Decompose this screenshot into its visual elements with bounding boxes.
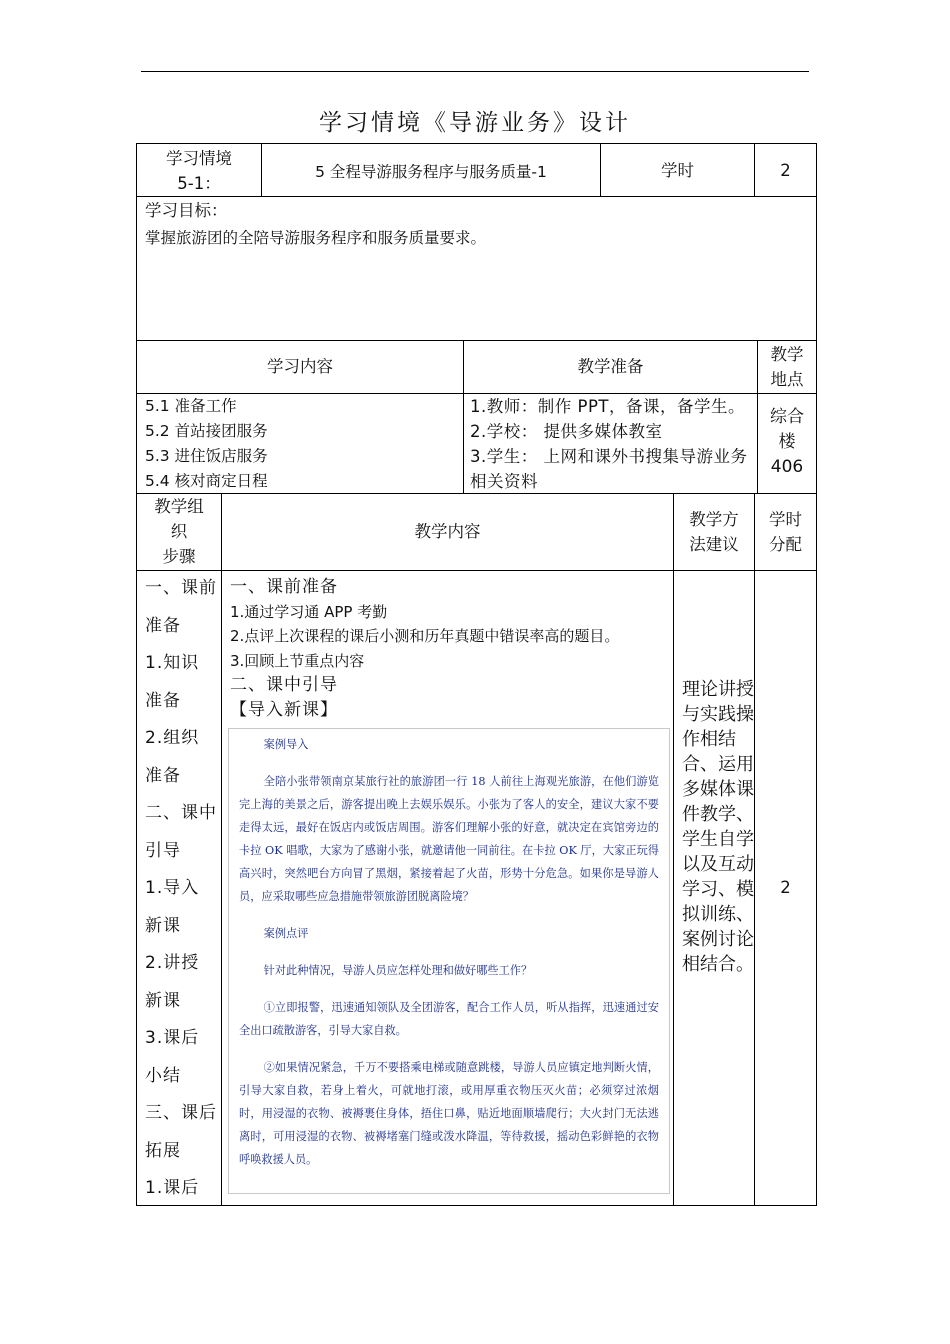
step-item: 引导 [145,840,181,861]
hours-label: 学时 [661,161,694,180]
section-heading: 【导入新课】 [230,699,338,720]
section-heading: 一、课前准备 [230,577,338,597]
location-value: 综合 楼 406 [770,407,804,477]
list-item: 5.4 核对商定日程 [145,472,268,490]
hours-alloc-header: 学时 分配 [769,510,802,554]
situation-label: 学习情境 5-1： [166,149,232,193]
step-item: 二、课中 [145,803,217,823]
grid-line [136,1205,817,1206]
prep-header: 教学准备 [577,357,644,376]
topic-title: 5 全程导游服务程序与服务质量-1 [315,163,547,181]
prep-list [470,394,755,494]
list-item: 5.3 进住饭店服务 [145,447,268,465]
steps-list [145,570,217,1208]
case-point-2: ②如果情况紧急，千万不要搭乘电梯或随意跳楼，导游人员应镇定地判断火情，引导大家自救，若身上着火，可就地打滚，或用厚重衣物压灭火苗；必须穿过浓烟时，用浸湿的衣物、被褥裹住身体，捂住口鼻，贴近地面顺墙爬行；大火封门无法逃离时，可用浸湿的衣物、被褥堵塞门缝或泼水降温，等待救援，摇动色彩鲜艳的衣物呼唤救援人员。 [239,1061,659,1166]
step-item: 1.知识 [145,653,200,673]
method-text: 理论讲授与实践操作相结合、运用多媒体课件教学、学生自学以及互动学习、模拟训练、案例讨论相结合。 [682,679,754,975]
step-item: 拓展 [145,1140,181,1161]
grid-line [754,493,755,1205]
case-question: 针对此种情况，导游人员应怎样处理和做好哪些工作？ [263,964,533,977]
case-point-1: ①立即报警，迅速通知领队及全团游客，配合工作人员，听从指挥，迅速通过安全出口疏散游客，引导大家自救。 [239,1001,659,1037]
lesson-header: 教学内容 [414,522,481,541]
objective-label: 学习目标： [145,201,228,220]
list-item: 2.学校： 提供多媒体教室 [470,422,663,441]
grid-line [136,196,817,197]
case-box [228,728,670,1194]
step-item: 2.讲授 [145,953,200,973]
lesson-line: 3.回顾上节重点内容 [230,651,365,670]
case-review-title: 案例点评 [263,927,309,940]
case-intro-title: 案例导入 [263,738,309,751]
list-item: 5.2 首站接团服务 [145,422,268,440]
step-item: 2.组织 [145,728,200,748]
step-item: 准备 [145,690,181,711]
grid-line [221,493,222,1205]
case-intro-text: 全陪小张带领南京某旅行社的旅游团一行 18 人前往上海观光旅游，在他们游览完上海的美景之后，游客提出晚上去娱乐娱乐。小张为了客人的安全，建议大家不要走得太远，最好在饭店内或饭店周围。游客们理解小张的好意，就决定在宾馆旁边的卡拉 OK 唱歌，大家为了感谢小张，就邀请他一同前往。在卡拉 OK 厅，大家正玩得高兴时，突然吧台方向冒了黑烟，紧接着起了火苗，形势十分危急。如果你是导游人员，应采取哪些应急措施带领旅游团脱离险境？ [239,775,659,903]
step-item: 三、课后 [145,1103,217,1123]
hours-alloc-value: 2 [780,878,791,897]
method-header: 教学方 法建议 [689,510,739,554]
step-item: 准备 [145,765,181,786]
grid-line [136,570,817,571]
lesson-lines [230,575,619,722]
grid-line [816,143,817,1206]
grid-line [136,143,817,144]
step-item: 新课 [145,915,181,936]
step-item: 一、课前 [145,578,217,598]
location-header: 教学 地点 [770,345,804,389]
section-heading: 二、课中引导 [230,675,338,695]
hours-value: 2 [780,161,791,180]
step-item: 小结 [145,1065,181,1086]
grid-line [136,340,817,341]
step-item: 准备 [145,615,181,636]
content-header: 学习内容 [267,357,333,376]
step-item: 新课 [145,990,181,1011]
step-item: 1.导入 [145,878,200,898]
step-item: 3.课后 [145,1028,200,1048]
top-rule [141,71,809,72]
list-item: 5.1 准备工作 [145,397,237,415]
list-item: 3.学生： 上网和课外书搜集导游业务相关资料 [470,447,748,491]
lesson-line: 2.点评上次课程的课后小测和历年真题中错误率高的题目。 [230,627,620,645]
step-item: 1.课后 [145,1178,200,1198]
grid-line [136,143,137,1206]
steps-header: 教学组 织 步骤 [154,497,204,566]
list-item: 1.教师：制作 PPT，备课，备学生。 [470,397,745,416]
objective-text: 掌握旅游团的全陪导游服务程序和服务质量要求。 [145,229,487,247]
grid-line [673,493,674,1205]
content-list [145,394,268,494]
lesson-line: 1.通过学习通 APP 考勤 [230,602,388,621]
page-title: 学习情境《导游业务》设计 [319,110,631,136]
